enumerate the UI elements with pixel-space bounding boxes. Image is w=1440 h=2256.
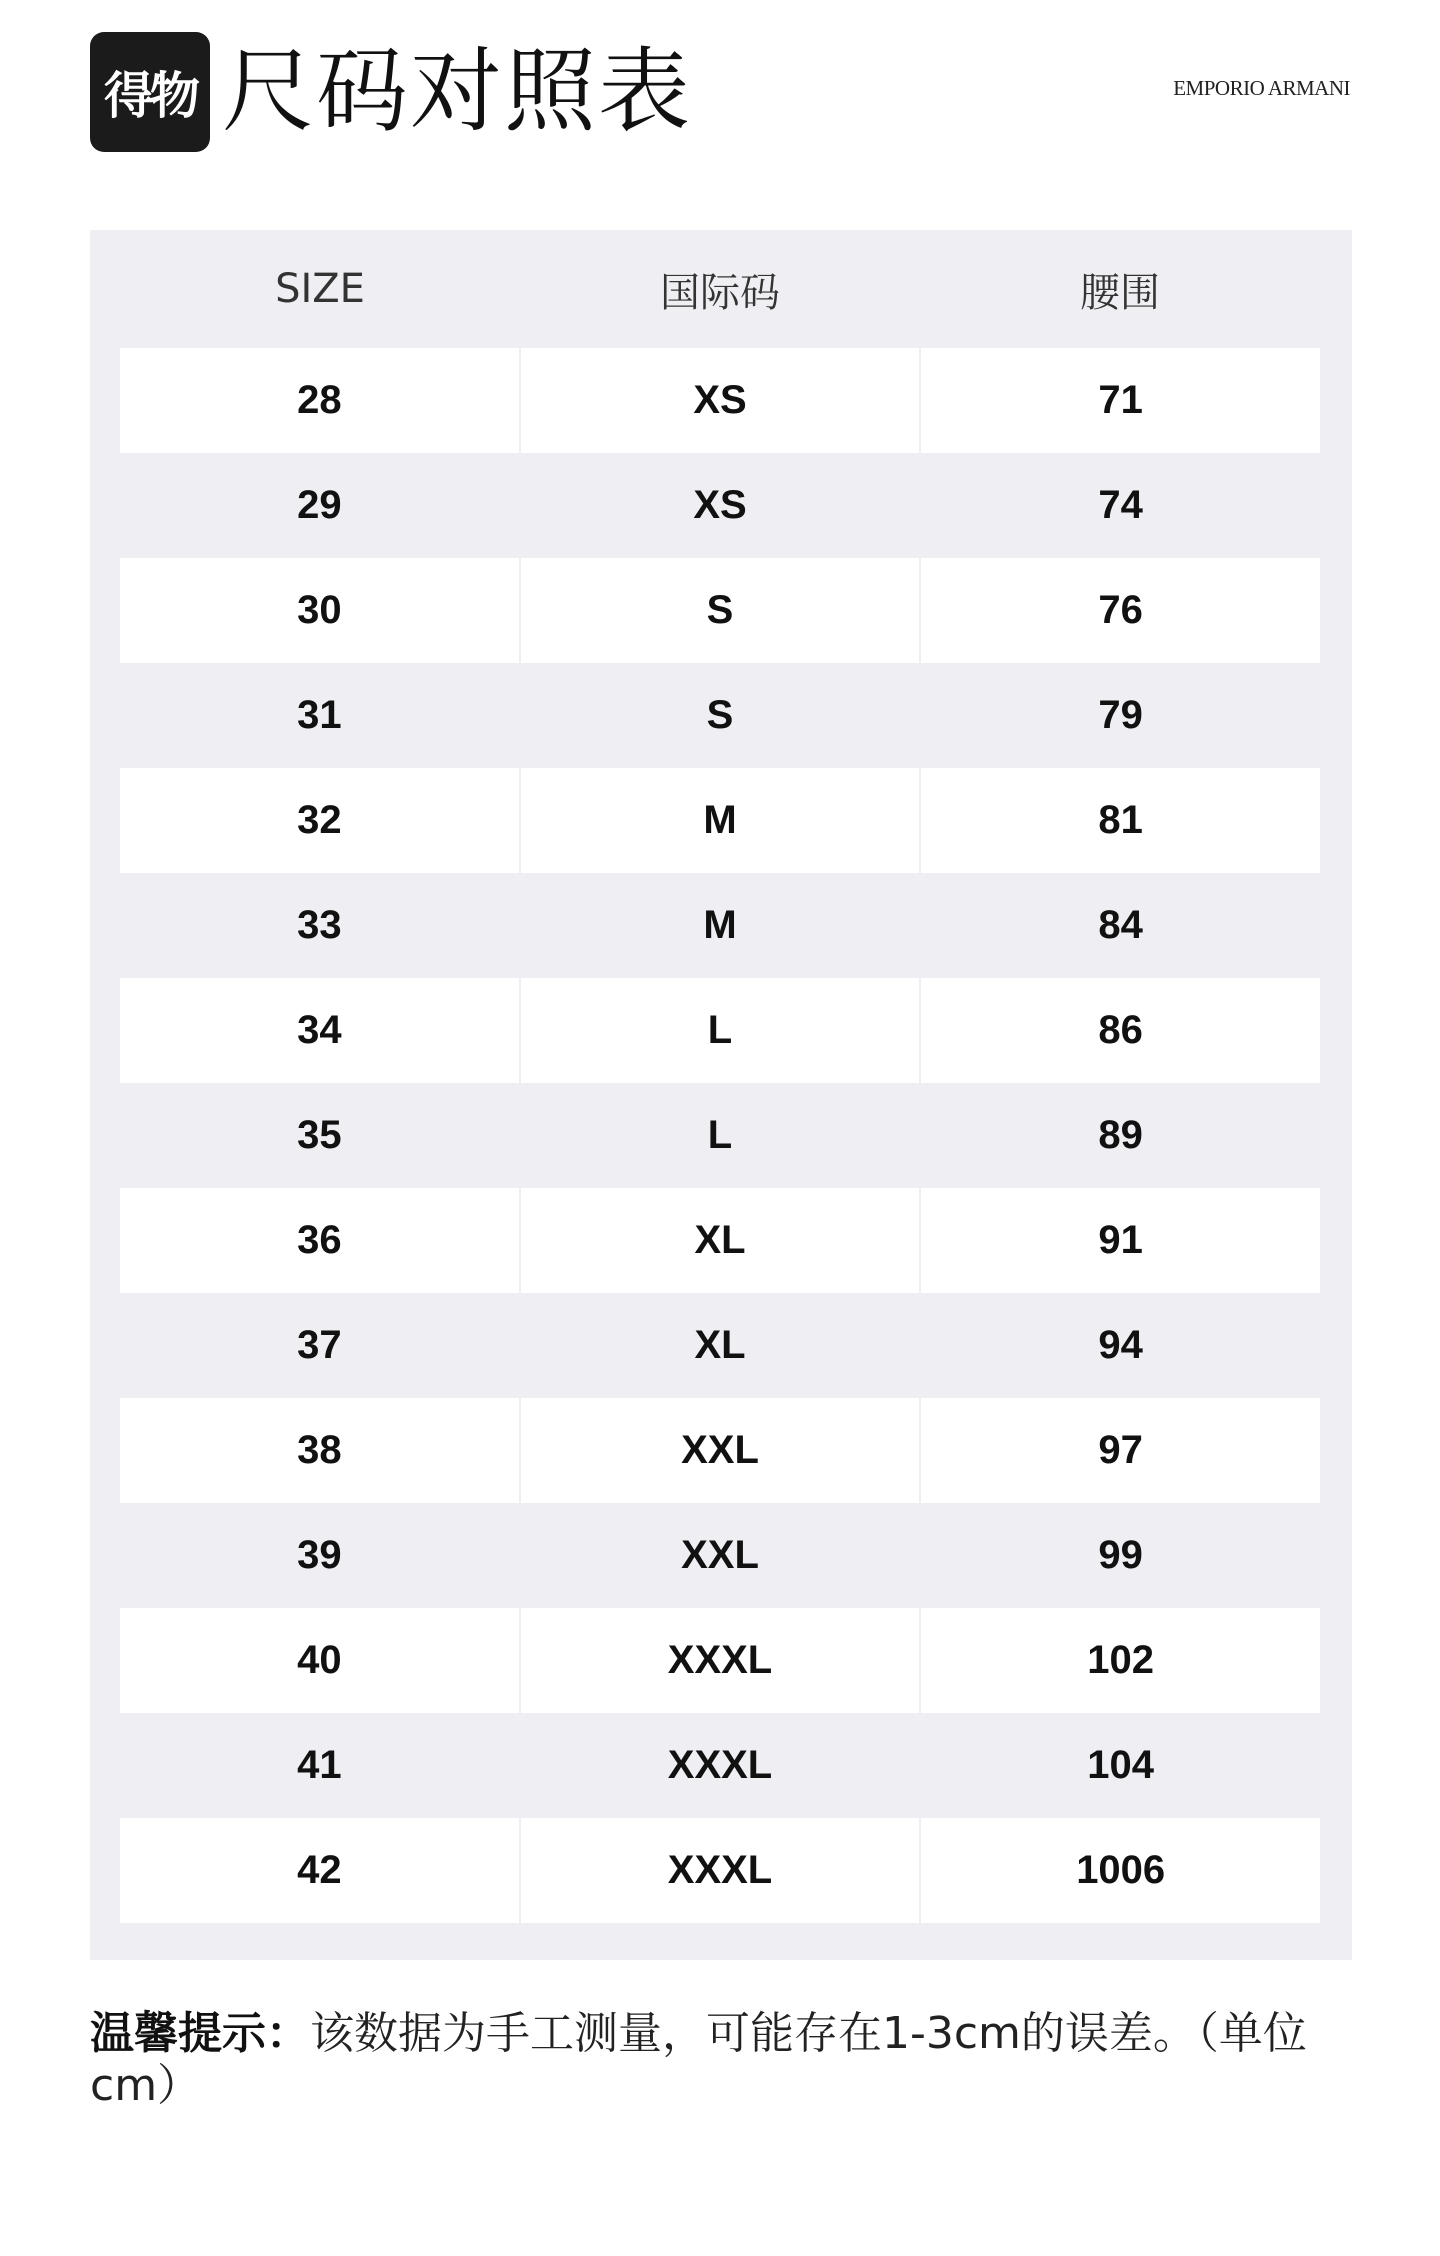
cell-international-size: XXL [521, 1398, 920, 1503]
table-row [120, 1293, 1320, 1398]
cell-international-size: L [521, 978, 920, 1083]
column-header-international-size: 国际码 [660, 269, 780, 316]
cell-size: 34 [120, 978, 519, 1083]
table-row [120, 978, 1320, 1083]
dewu-logo: 得物 [90, 32, 210, 152]
cell-international-size: XXXL [521, 1818, 920, 1923]
table-row [120, 1818, 1320, 1923]
cell-size: 32 [120, 768, 519, 873]
cell-size: 39 [120, 1503, 519, 1608]
page-title: 尺码对照表 [222, 38, 693, 145]
cell-size: 36 [120, 1188, 519, 1293]
cell-international-size: XXXL [521, 1713, 920, 1818]
table-row [120, 1713, 1320, 1818]
tip-text: 该数据为手工测量，可能存在1-3cm的误差。（单位cm） [90, 2008, 1307, 2111]
table-row [120, 558, 1320, 663]
cell-international-size: XS [521, 453, 920, 558]
table-row [120, 1503, 1320, 1608]
cell-waist: 104 [921, 1713, 1320, 1818]
table-row [120, 768, 1320, 873]
cell-size: 37 [120, 1293, 519, 1398]
table-row [120, 663, 1320, 768]
cell-waist: 97 [921, 1398, 1320, 1503]
cell-waist: 71 [921, 348, 1320, 453]
tip-note [90, 2008, 1380, 2112]
table-row [120, 873, 1320, 978]
cell-waist: 79 [921, 663, 1320, 768]
cell-international-size: M [521, 873, 920, 978]
column-header-waist: 腰围 [1080, 269, 1160, 316]
cell-international-size: S [521, 663, 920, 768]
table-header [120, 230, 1320, 348]
cell-international-size: L [521, 1083, 920, 1188]
cell-size: 30 [120, 558, 519, 663]
cell-international-size: XXXL [521, 1608, 920, 1713]
cell-international-size: XL [521, 1293, 920, 1398]
table-row [120, 1608, 1320, 1713]
page-header [90, 32, 1350, 152]
cell-waist: 99 [921, 1503, 1320, 1608]
cell-size: 40 [120, 1608, 519, 1713]
cell-international-size: M [521, 768, 920, 873]
tip-label: 温馨提示： [90, 2008, 310, 2059]
cell-waist: 76 [921, 558, 1320, 663]
cell-international-size: XXL [521, 1503, 920, 1608]
cell-waist: 81 [921, 768, 1320, 873]
cell-size: 41 [120, 1713, 519, 1818]
cell-waist: 86 [921, 978, 1320, 1083]
size-chart-table [90, 230, 1352, 1960]
cell-waist: 91 [921, 1188, 1320, 1293]
cell-waist: 102 [921, 1608, 1320, 1713]
cell-size: 35 [120, 1083, 519, 1188]
table-row [120, 453, 1320, 558]
cell-size: 31 [120, 663, 519, 768]
cell-size: 33 [120, 873, 519, 978]
table-row [120, 1188, 1320, 1293]
cell-international-size: XS [521, 348, 920, 453]
cell-waist: 94 [921, 1293, 1320, 1398]
cell-international-size: XL [521, 1188, 920, 1293]
cell-waist: 74 [921, 453, 1320, 558]
cell-size: 42 [120, 1818, 519, 1923]
table-body [120, 348, 1320, 1923]
table-row [120, 1398, 1320, 1503]
cell-international-size: S [521, 558, 920, 663]
cell-size: 29 [120, 453, 519, 558]
cell-size: 38 [120, 1398, 519, 1503]
cell-waist: 1006 [921, 1818, 1320, 1923]
column-header-size: SIZE [275, 266, 365, 312]
table-row [120, 1083, 1320, 1188]
table-row [120, 348, 1320, 453]
cell-waist: 84 [921, 873, 1320, 978]
brand-logo: EMPORIO ARMANI [1173, 76, 1350, 100]
cell-waist: 89 [921, 1083, 1320, 1188]
cell-size: 28 [120, 348, 519, 453]
